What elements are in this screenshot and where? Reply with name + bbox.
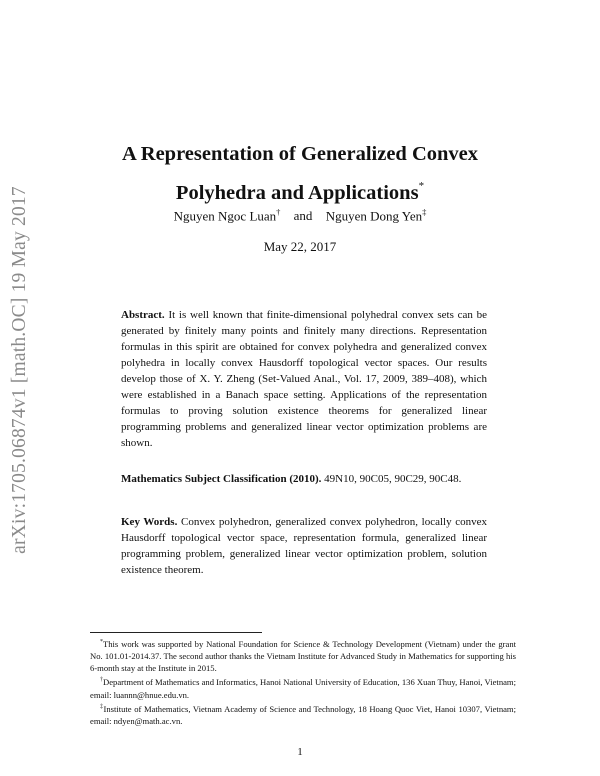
footnote-3-text: Institute of Mathematics, Vietnam Academy of Science and Technology, 18 Hoang Quoc Viet, Hanoi 10307, Vietnam; email: ndyen@math.ac.vn.	[90, 703, 517, 726]
author-2-mark: ‡	[422, 207, 427, 217]
footnote-2-mark: †	[100, 677, 104, 684]
subject-classification	[121, 471, 487, 487]
footnote-author-2	[90, 701, 516, 727]
title-footnote-mark: *	[418, 180, 425, 192]
msc-label: Mathematics Subject Classification (2010).	[121, 473, 322, 485]
author-2-name: Nguyen Dong Yen	[325, 208, 423, 224]
author-separator: and	[293, 208, 313, 224]
arxiv-side-stamp	[6, 160, 34, 580]
footnote-1-mark: *	[100, 639, 103, 645]
footnote-funding	[90, 636, 516, 674]
footnote-author-1	[90, 674, 516, 700]
footnotes	[90, 636, 516, 727]
footnote-divider	[90, 632, 262, 633]
title-line-2-text: Polyhedra and Applications	[175, 182, 419, 204]
paper-date: May 22, 2017	[263, 239, 337, 254]
abstract-text: It is well known that finite-dimensional polyhedral convex sets can be generated by finitely many points and finitely many directions. Representation formulas in this spirit are obtained for convex polyhedra and generalized convex polyhedra in locally convex Hausdorff topological vector spaces. Our results develop those of X. Y. Zheng (Set-Valued Anal., Vol. 17, 2009, 389–408), which were established in a Banach space setting. Applications of the representation formulas to proving solution existence theorems for generalized linear programming problems and generalized linear vector optimization problems are shown.	[121, 309, 487, 449]
footnote-1-text: This work was supported by National Foundation for Science & Technology Development (Vietnam) under the grant No. 101.01-2014.37. The second author thanks the Vietnam Institute for Advanced Study in Mathematics for supporting his 6-month stay at the Institute in 2015.	[90, 638, 516, 674]
paper-title	[60, 138, 540, 209]
msc-text: 49N10, 90C05, 90C29, 90C48.	[324, 473, 462, 485]
title-line-2	[60, 170, 540, 209]
arxiv-identifier: arXiv:1705.06874v1 [math.OC] 19 May 2017	[9, 186, 31, 554]
author-list	[60, 207, 540, 224]
author-1-mark: †	[276, 207, 281, 217]
abstract	[121, 307, 487, 451]
keywords	[121, 514, 487, 578]
keywords-text: Convex polyhedron, generalized convex polyhedron, locally convex Hausdorff topological vector space, representation formula, generalized linear programming problem, generalized linear vector optimization problem, solution existence theorem.	[121, 516, 487, 576]
keywords-label: Key Words.	[121, 516, 178, 528]
abstract-label: Abstract.	[121, 309, 165, 321]
author-1-name: Nguyen Ngoc Luan	[173, 208, 277, 224]
title-line-1: A Representation of Generalized Convex	[121, 143, 479, 165]
footnote-3-mark: ‡	[100, 703, 104, 710]
footnote-2-text: Department of Mathematics and Informatics, Hanoi National University of Education, 136 Xuan Thuy, Hanoi, Vietnam; email: luannn@hnue.edu.vn.	[90, 677, 517, 700]
page-number: 1	[297, 746, 303, 758]
